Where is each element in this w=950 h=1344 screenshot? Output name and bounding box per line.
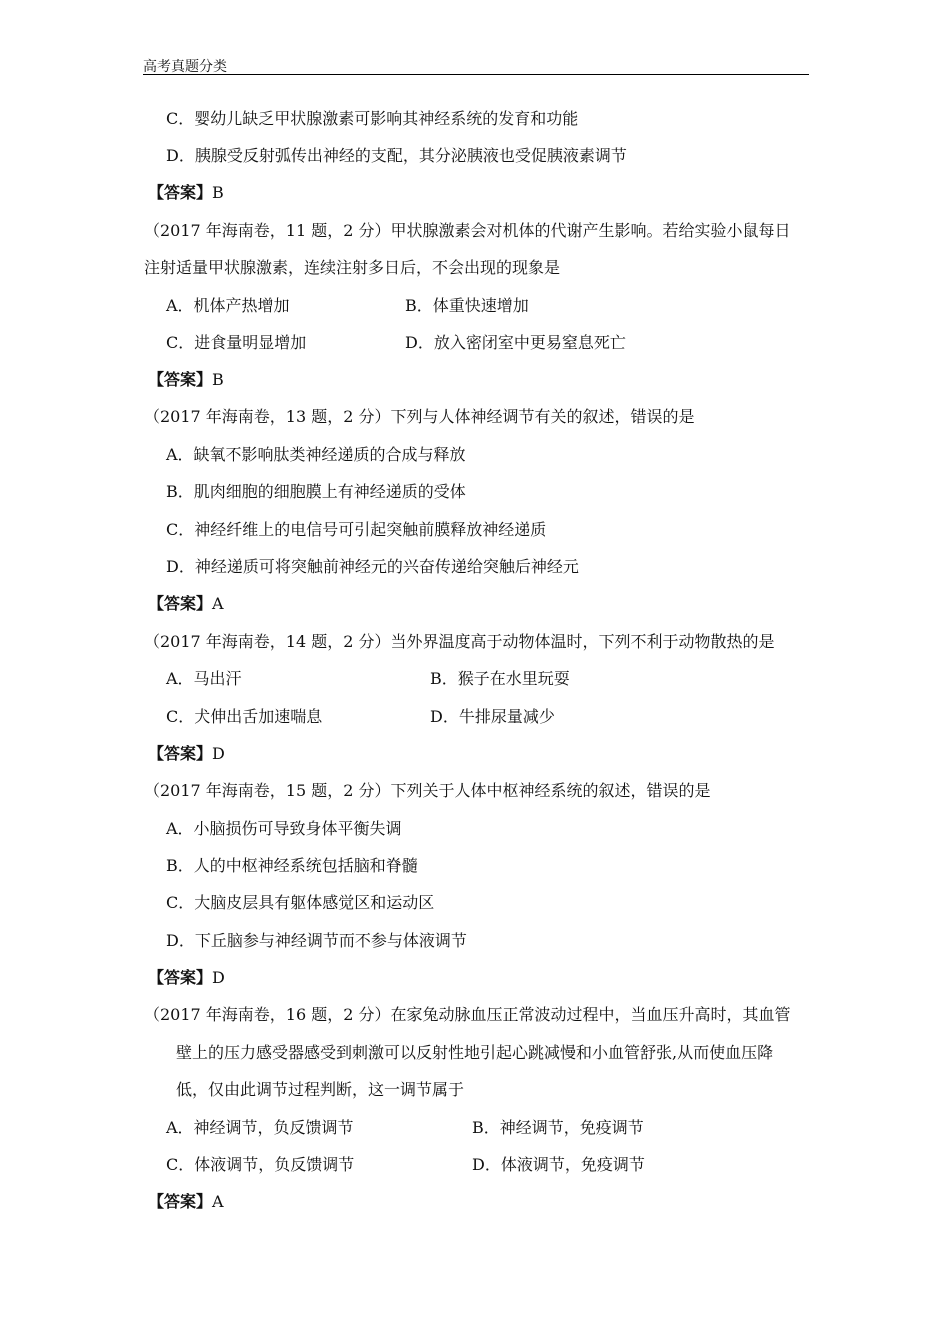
question-stem: （2017 年海南卷，14 题，2 分）当外界温度高于动物体温时，下列不利于动物散热的是 [144, 632, 775, 651]
answer-label: 【答案】 [148, 370, 213, 389]
header-title: 高考真题分类 [143, 59, 227, 75]
answer-line [148, 743, 225, 765]
answer-label: 【答案】 [148, 1192, 213, 1211]
option-d: D．体液调节，免疫调节 [472, 1155, 645, 1174]
option-c: C．进食量明显增加 [166, 333, 307, 352]
option-b: B．神经调节，免疫调节 [472, 1118, 644, 1137]
option-d: D．胰腺受反射弧传出神经的支配，其分泌胰液也受促胰液素调节 [166, 146, 627, 165]
question-stem-cont: 注射适量甲状腺激素，连续注射多日后，不会出现的现象是 [144, 258, 561, 277]
answer-label: 【答案】 [148, 183, 213, 202]
option-d: D．放入密闭室中更易窒息死亡 [405, 333, 626, 352]
option-b: B．肌肉细胞的细胞膜上有神经递质的受体 [166, 482, 466, 501]
question-stem: （2017 年海南卷，13 题，2 分）下列与人体神经调节有关的叙述，错误的是 [144, 407, 695, 426]
option-a: A．机体产热增加 [166, 296, 290, 315]
question-stem-cont: 壁上的压力感受器感受到刺激可以反射性地引起心跳减慢和小血管舒张,从而使血压降 [176, 1043, 774, 1062]
answer-value: D [212, 968, 225, 987]
option-c: C．大脑皮层具有躯体感觉区和运动区 [166, 893, 435, 912]
question-stem: （2017 年海南卷，16 题，2 分）在家兔动脉血压正常波动过程中，当血压升高时，其血管 [144, 1005, 791, 1024]
option-b: B．体重快速增加 [405, 296, 529, 315]
answer-label: 【答案】 [148, 744, 213, 763]
answer-line [148, 593, 224, 615]
option-a: A．神经调节，负反馈调节 [166, 1118, 354, 1137]
question-stem: （2017 年海南卷，11 题，2 分）甲状腺激素会对机体的代谢产生影响。若给实验小鼠每日 [144, 221, 791, 240]
answer-line [148, 369, 224, 391]
answer-label: 【答案】 [148, 594, 213, 613]
option-c: C．体液调节，负反馈调节 [166, 1155, 355, 1174]
answer-line [148, 182, 224, 204]
answer-value: A [212, 1192, 224, 1211]
option-c: C．犬伸出舌加速喘息 [166, 707, 323, 726]
option-d: D．牛排尿量减少 [430, 707, 555, 726]
option-b: B．人的中枢神经系统包括脑和脊髓 [166, 856, 418, 875]
option-d: D．下丘脑参与神经调节而不参与体液调节 [166, 931, 467, 950]
question-stem: （2017 年海南卷，15 题，2 分）下列关于人体中枢神经系统的叙述，错误的是 [144, 781, 711, 800]
option-c: C．神经纤维上的电信号可引起突触前膜释放神经递质 [166, 520, 547, 539]
answer-line [148, 967, 225, 989]
option-c: C．婴幼儿缺乏甲状腺激素可影响其神经系统的发育和功能 [166, 109, 579, 128]
answer-value: D [212, 744, 225, 763]
answer-value: B [212, 183, 224, 202]
answer-value: A [212, 594, 224, 613]
option-a: A．马出汗 [166, 669, 242, 688]
option-a: A．小脑损伤可导致身体平衡失调 [166, 819, 402, 838]
option-b: B．猴子在水里玩耍 [430, 669, 570, 688]
answer-line [148, 1191, 224, 1213]
answer-value: B [212, 370, 224, 389]
option-a: A．缺氧不影响肽类神经递质的合成与释放 [166, 445, 466, 464]
question-stem-cont: 低，仅由此调节过程判断，这一调节属于 [176, 1080, 465, 1099]
page-header [143, 56, 809, 75]
answer-label: 【答案】 [148, 968, 213, 987]
option-d: D．神经递质可将突触前神经元的兴奋传递给突触后神经元 [166, 557, 579, 576]
